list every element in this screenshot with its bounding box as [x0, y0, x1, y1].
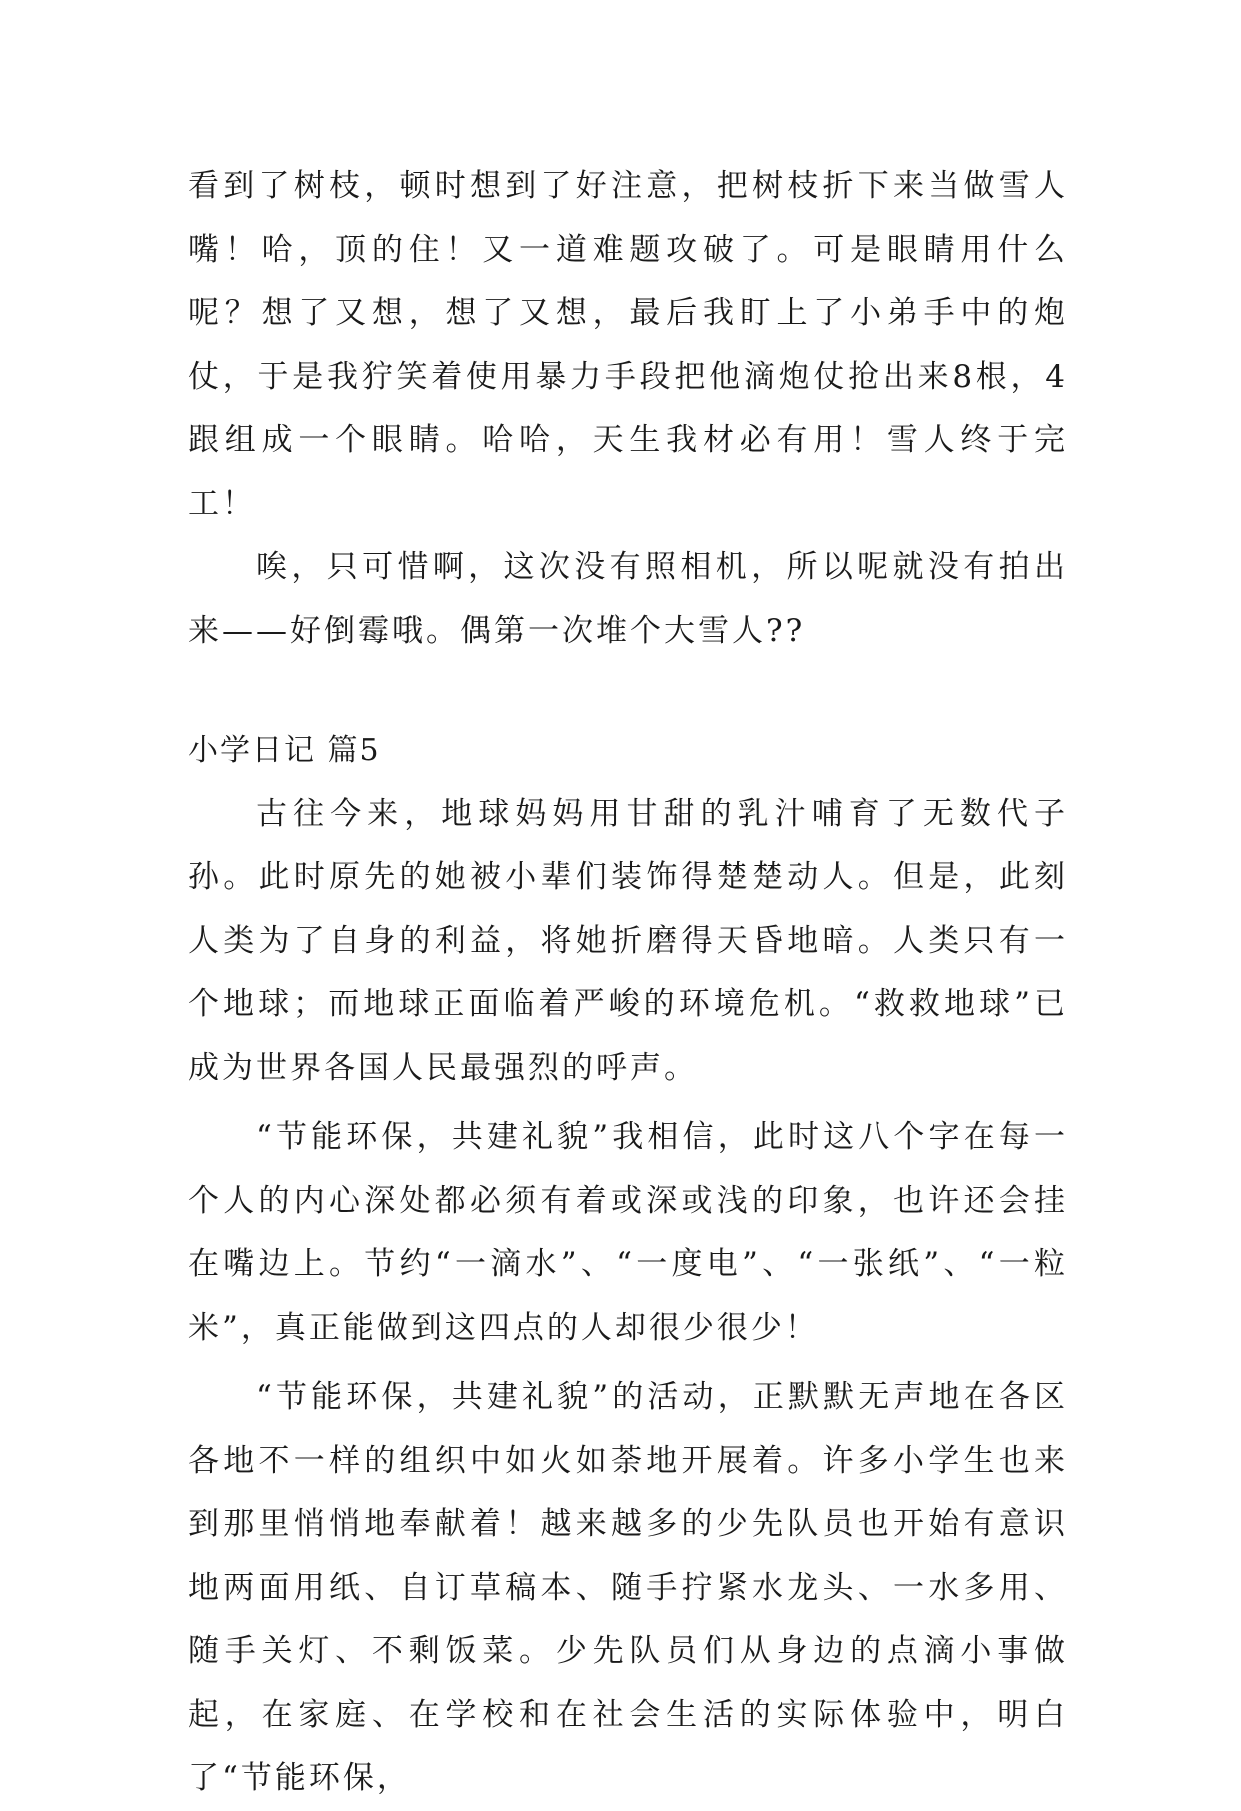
- paragraph-earth-crisis: 古往今来，地球妈妈用甘甜的乳汁哺育了无数代子孙。此时原先的她被小辈们装饰得楚楚动人。但是，此刻人类为了自身的利益，将她折磨得天昏地暗。人类只有一个地球；而地球正面临着严峻的环境危机。“救救地球”已成为世界各国人民最强烈的呼声。: [188, 795, 1068, 1086]
- document-body: [188, 155, 1068, 1811]
- paragraph-camera-regret: 唉，只可惜啊，这次没有照相机，所以呢就没有拍出来——好倒霉哦。偶第一次堆个大雪人??: [188, 549, 1068, 649]
- paragraph-activities: “节能环保，共建礼貌”的活动，正默默无声地在各区各地不一样的组织中如火如荼地开展着。许多小学生也来到那里悄悄地奉献着！越来越多的少先队员也开始有意识地两面用纸、自订草稿本、随手拧紧水龙头、一水多用、随手关灯、不剩饭菜。少先队员们从身边的点滴小事做起，在家庭、在学校和在社会生活的实际体验中，明白了“节能环保，: [188, 1379, 1068, 1796]
- paragraph-continued: 看到了树枝，顿时想到了好注意，把树枝折下来当做雪人嘴！哈，顶的住！又一道难题攻破了。可是眼睛用什么呢？想了又想，想了又想，最后我盯上了小弟手中的炮仗，于是我狞笑着使用暴力手段把他滴炮仗抢出来8根，4跟组成一个眼睛。哈哈，天生我材必有用！雪人终于完工！: [188, 168, 1068, 522]
- section-heading: 小学日记 篇5: [188, 733, 381, 768]
- paragraph-energy-saving: “节能环保，共建礼貌”我相信，此时这八个字在每一个人的内心深处都必须有着或深或浅的印象，也许还会挂在嘴边上。节约“一滴水”、“一度电”、“一张纸”、“一粒米”，真正能做到这四点的人却很少很少！: [188, 1119, 1068, 1346]
